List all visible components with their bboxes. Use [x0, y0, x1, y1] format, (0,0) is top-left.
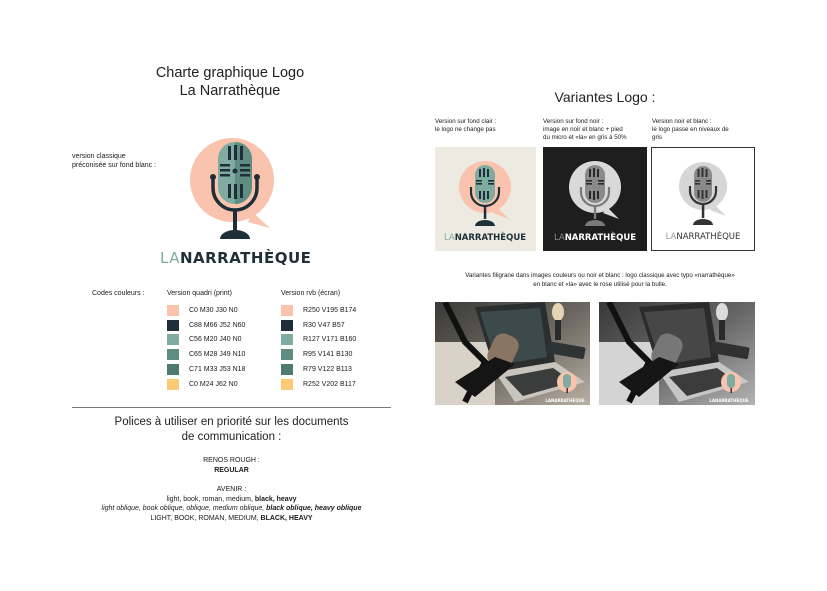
svg-text:LANARRATHÈQUE: LANARRATHÈQUE: [545, 398, 585, 403]
podcast-mic-laptop-photo: [599, 302, 755, 405]
color-swatch: [167, 364, 179, 375]
desc-line: du micro et «la» en gris à 50%: [543, 134, 627, 141]
svg-text:LANARRATHÈQUE: LANARRATHÈQUE: [709, 398, 749, 403]
screen-code: R30 V47 B57: [303, 321, 345, 329]
fonts-title-line-2: de communication :: [181, 431, 282, 443]
renos-font-name: RENOS ROUGH :: [203, 457, 260, 464]
avenir-font-name: AVENIR :: [216, 486, 247, 493]
avenir-caps-normal: LIGHT, BOOK, ROMAN, MEDIUM,: [150, 514, 261, 522]
color-row: [281, 377, 356, 392]
color-row: [167, 318, 245, 333]
microphone-bubble-icon: [160, 132, 310, 240]
avenir-weights-line: [60, 495, 403, 505]
variants-title: Variantes Logo :: [554, 89, 656, 105]
print-code: C0 M24 J62 N0: [189, 380, 238, 388]
desc-line: gris: [652, 134, 662, 141]
screen-code: R95 V141 B130: [303, 351, 353, 359]
avenir-oblique-normal: light oblique, book oblique, oblique, medium oblique,: [101, 505, 267, 512]
variant-light-desc: [435, 118, 545, 134]
desc-line: Version noir et blanc :: [652, 118, 712, 125]
color-swatch: [167, 349, 179, 360]
screen-code: R252 V202 B117: [303, 380, 356, 388]
avenir-weights-bold: black, heavy: [254, 495, 297, 503]
color-codes-label: Codes couleurs :: [92, 290, 145, 297]
watermark-variants-desc: [430, 272, 770, 289]
variant-bw-desc: [652, 118, 762, 142]
logo-wordmark: [160, 249, 310, 267]
screen-version-header: Version rvb (écran): [281, 290, 341, 297]
color-row: [281, 347, 356, 362]
microphone-bubble-icon: [652, 148, 754, 250]
color-swatch: [167, 305, 179, 316]
color-swatch: [167, 320, 179, 331]
print-code: C88 M66 J52 N60: [189, 321, 246, 329]
print-code: C56 M20 J40 N0: [189, 336, 242, 344]
bw-photo-watermark: [599, 302, 755, 405]
avenir-oblique-line: [60, 504, 403, 514]
page-title: [100, 64, 360, 100]
title-line-2: La Narrathèque: [179, 83, 281, 99]
variant-bw-logo: [651, 147, 755, 251]
print-code: C0 M30 J30 N0: [189, 306, 238, 314]
desc-line: le logo ne change pas: [435, 126, 496, 133]
print-color-list: [167, 303, 245, 392]
color-row: [167, 362, 245, 377]
color-swatch: [281, 364, 293, 375]
color-swatch: [281, 334, 293, 345]
fonts-title-line-1: Polices à utiliser en priorité sur les documents: [114, 416, 349, 428]
classic-label-line-2: préconisée sur fond blanc :: [72, 162, 157, 169]
microphone-bubble-icon: [543, 147, 647, 251]
screen-code: R127 V171 B160: [303, 336, 357, 344]
color-row: [167, 347, 245, 362]
color-swatch: [281, 349, 293, 360]
watermark-desc-line-2: en blanc et «la» avec le rose utilisé pour la bulle.: [533, 280, 667, 288]
microphone-bubble-icon: [435, 147, 536, 251]
color-photo-watermark: [435, 302, 590, 405]
avenir-font-block: [60, 485, 403, 523]
watermark-desc-line-1: Variantes filigrane dans images couleurs ou noir et blanc : logo classique avec typo «narrathèque»: [465, 272, 735, 279]
svg-text:LANARRATHÈQUE: LANARRATHÈQUE: [443, 233, 527, 243]
desc-line: image en noir et blanc + pied: [543, 126, 623, 133]
color-swatch: [281, 320, 293, 331]
classic-label-line-1: version classique: [72, 153, 126, 160]
color-swatch: [167, 379, 179, 390]
print-code: C65 M28 J49 N10: [189, 351, 246, 359]
color-row: [281, 318, 356, 333]
avenir-caps-line: [60, 514, 403, 524]
fonts-section-title: [72, 415, 391, 445]
color-row: [167, 303, 245, 318]
desc-line: Version sur fond noir :: [543, 118, 604, 125]
avenir-caps-bold: BLACK, HEAVY: [260, 514, 313, 522]
variant-light-logo: [435, 147, 536, 251]
desc-line: Version sur fond clair :: [435, 118, 497, 125]
screen-code: R250 V195 B174: [303, 306, 357, 314]
title-line-1: Charte graphique Logo: [155, 65, 305, 81]
color-swatch: [281, 305, 293, 316]
avenir-weights-normal: light, book, roman, medium,: [166, 495, 255, 503]
print-version-header: Version quadri (print): [167, 290, 232, 297]
color-row: [167, 377, 245, 392]
color-row: [281, 362, 356, 377]
main-logo: [160, 132, 312, 267]
color-row: [167, 333, 245, 348]
renos-font-block: [60, 456, 403, 475]
screen-code: R79 V122 B113: [303, 366, 352, 374]
print-code: C71 M33 J53 N18: [189, 366, 246, 374]
section-divider: [72, 407, 391, 408]
variant-dark-logo: [543, 147, 647, 251]
wordmark-prefix: LA: [160, 249, 180, 267]
color-row: [281, 333, 356, 348]
color-row: [281, 303, 356, 318]
desc-line: le logo passe en niveaux de: [652, 126, 729, 133]
color-swatch: [281, 379, 293, 390]
screen-color-list: [281, 303, 356, 392]
color-swatch: [167, 334, 179, 345]
svg-text:LANARRATHÈQUE: LANARRATHÈQUE: [665, 232, 741, 242]
variant-dark-desc: [543, 118, 653, 142]
renos-font-weight: REGULAR: [214, 466, 249, 474]
wordmark-main: NARRATHÈQUE: [179, 249, 312, 267]
avenir-oblique-bold: black oblique, heavy oblique: [266, 505, 362, 512]
podcast-mic-laptop-photo: [435, 302, 590, 405]
svg-text:LANARRATHÈQUE: LANARRATHÈQUE: [553, 233, 637, 243]
